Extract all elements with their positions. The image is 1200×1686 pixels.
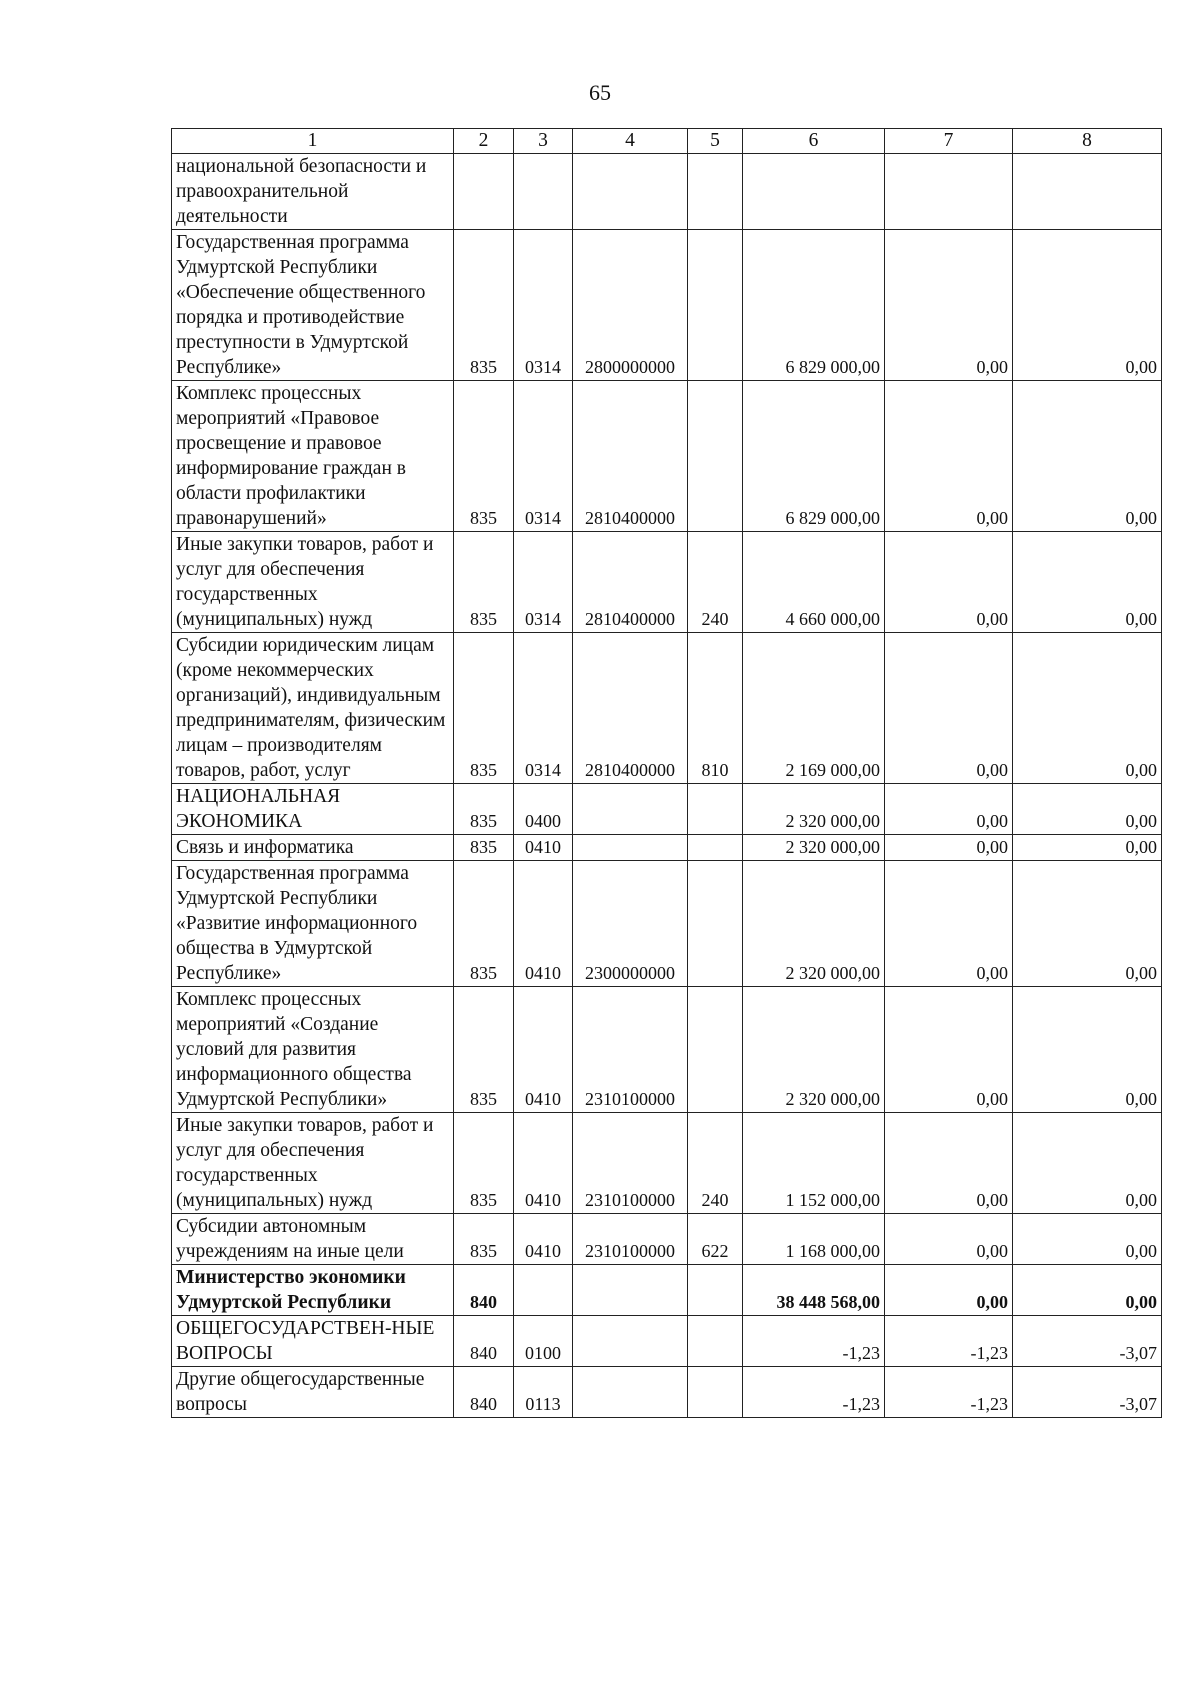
expense-type-code <box>688 1367 743 1418</box>
column-number: 7 <box>885 129 1013 154</box>
section-code: 0410 <box>514 861 573 987</box>
amount-col7: 0,00 <box>885 532 1013 633</box>
section-code: 0314 <box>514 230 573 381</box>
grbs-code: 835 <box>454 1214 514 1265</box>
table-row <box>172 987 1162 1113</box>
target-code <box>573 1367 688 1418</box>
row-name: Связь и информатика <box>172 835 454 861</box>
grbs-code: 840 <box>454 1367 514 1418</box>
amount-col7: -1,23 <box>885 1316 1013 1367</box>
row-name: Комплекс процессных мероприятий «Создание условий для развития информационного общества Удмуртской Республики» <box>172 987 454 1113</box>
amount-col8: 0,00 <box>1013 230 1162 381</box>
expense-type-code <box>688 381 743 532</box>
section-code <box>514 154 573 230</box>
amount-col8: 0,00 <box>1013 381 1162 532</box>
grbs-code: 835 <box>454 381 514 532</box>
amount-col8 <box>1013 154 1162 230</box>
amount-col8: 0,00 <box>1013 987 1162 1113</box>
table-row <box>172 154 1162 230</box>
row-name: Министерство экономики Удмуртской Республики <box>172 1265 454 1316</box>
amount-col8: 0,00 <box>1013 835 1162 861</box>
amount-col7 <box>885 154 1013 230</box>
table-row <box>172 861 1162 987</box>
target-code <box>573 154 688 230</box>
target-code <box>573 1265 688 1316</box>
table-row <box>172 1265 1162 1316</box>
column-number: 4 <box>573 129 688 154</box>
table-row <box>172 784 1162 835</box>
row-name: Иные закупки товаров, работ и услуг для обеспечения государственных (муниципальных) нужд <box>172 1113 454 1214</box>
table-row <box>172 1113 1162 1214</box>
amount-col8: 0,00 <box>1013 784 1162 835</box>
amount-col6: 2 169 000,00 <box>743 633 885 784</box>
expense-type-code: 622 <box>688 1214 743 1265</box>
section-code: 0410 <box>514 987 573 1113</box>
amount-col6: 1 152 000,00 <box>743 1113 885 1214</box>
target-code: 2800000000 <box>573 230 688 381</box>
table-row <box>172 230 1162 381</box>
target-code: 2300000000 <box>573 861 688 987</box>
section-code: 0100 <box>514 1316 573 1367</box>
amount-col7: 0,00 <box>885 633 1013 784</box>
row-name: национальной безопасности и правоохранительной деятельности <box>172 154 454 230</box>
section-code: 0314 <box>514 532 573 633</box>
amount-col6: 38 448 568,00 <box>743 1265 885 1316</box>
row-name: Государственная программа Удмуртской Республики «Развитие информационного общества в Удмуртской Республике» <box>172 861 454 987</box>
amount-col7: -1,23 <box>885 1367 1013 1418</box>
amount-col6: -1,23 <box>743 1316 885 1367</box>
table-row <box>172 1214 1162 1265</box>
grbs-code: 835 <box>454 784 514 835</box>
column-number-row <box>172 129 1162 154</box>
amount-col6: 6 829 000,00 <box>743 230 885 381</box>
amount-col6: 6 829 000,00 <box>743 381 885 532</box>
column-number: 8 <box>1013 129 1162 154</box>
section-code: 0314 <box>514 381 573 532</box>
expense-type-code: 240 <box>688 532 743 633</box>
section-code: 0314 <box>514 633 573 784</box>
amount-col6: -1,23 <box>743 1367 885 1418</box>
amount-col7: 0,00 <box>885 381 1013 532</box>
target-code: 2810400000 <box>573 381 688 532</box>
grbs-code: 835 <box>454 861 514 987</box>
grbs-code: 835 <box>454 987 514 1113</box>
row-name: Другие общегосударственные вопросы <box>172 1367 454 1418</box>
grbs-code: 835 <box>454 532 514 633</box>
row-name: Иные закупки товаров, работ и услуг для обеспечения государственных (муниципальных) нужд <box>172 532 454 633</box>
amount-col6: 2 320 000,00 <box>743 835 885 861</box>
amount-col6: 1 168 000,00 <box>743 1214 885 1265</box>
section-code: 0410 <box>514 1214 573 1265</box>
table-row <box>172 835 1162 861</box>
column-number: 2 <box>454 129 514 154</box>
grbs-code: 835 <box>454 230 514 381</box>
table-row <box>172 1316 1162 1367</box>
amount-col8: 0,00 <box>1013 1113 1162 1214</box>
expense-type-code <box>688 835 743 861</box>
section-code: 0410 <box>514 1113 573 1214</box>
row-name: Комплекс процессных мероприятий «Правовое просвещение и правовое информирование граждан в области профилактики правонарушений» <box>172 381 454 532</box>
amount-col8: 0,00 <box>1013 1214 1162 1265</box>
expense-type-code <box>688 154 743 230</box>
target-code: 2310100000 <box>573 987 688 1113</box>
page-number: 65 <box>589 80 611 105</box>
table-row <box>172 381 1162 532</box>
expense-type-code <box>688 861 743 987</box>
amount-col8: 0,00 <box>1013 861 1162 987</box>
expense-type-code <box>688 784 743 835</box>
amount-col7: 0,00 <box>885 1113 1013 1214</box>
row-name: НАЦИОНАЛЬНАЯ ЭКОНОМИКА <box>172 784 454 835</box>
target-code: 2810400000 <box>573 633 688 784</box>
amount-col8: -3,07 <box>1013 1367 1162 1418</box>
amount-col7: 0,00 <box>885 1265 1013 1316</box>
row-name: ОБЩЕГОСУДАРСТВЕН-НЫЕ ВОПРОСЫ <box>172 1316 454 1367</box>
amount-col6: 2 320 000,00 <box>743 987 885 1113</box>
table-row <box>172 1367 1162 1418</box>
target-code <box>573 1316 688 1367</box>
amount-col8: 0,00 <box>1013 532 1162 633</box>
amount-col7: 0,00 <box>885 784 1013 835</box>
table-row <box>172 633 1162 784</box>
target-code: 2310100000 <box>573 1113 688 1214</box>
budget-table <box>171 128 1162 1418</box>
expense-type-code <box>688 987 743 1113</box>
amount-col7: 0,00 <box>885 861 1013 987</box>
expense-type-code <box>688 1316 743 1367</box>
grbs-code: 840 <box>454 1316 514 1367</box>
row-name: Субсидии автономным учреждениям на иные цели <box>172 1214 454 1265</box>
target-code: 2310100000 <box>573 1214 688 1265</box>
grbs-code: 835 <box>454 633 514 784</box>
amount-col6: 2 320 000,00 <box>743 861 885 987</box>
amount-col6: 4 660 000,00 <box>743 532 885 633</box>
expense-type-code: 810 <box>688 633 743 784</box>
table-row <box>172 532 1162 633</box>
grbs-code: 840 <box>454 1265 514 1316</box>
section-code: 0113 <box>514 1367 573 1418</box>
expense-type-code <box>688 230 743 381</box>
grbs-code: 835 <box>454 1113 514 1214</box>
expense-type-code <box>688 1265 743 1316</box>
amount-col7: 0,00 <box>885 987 1013 1113</box>
target-code <box>573 784 688 835</box>
row-name: Субсидии юридическим лицам (кроме некоммерческих организаций), индивидуальным предпринимателям, физическим лицам – производителям товаров, работ, услуг <box>172 633 454 784</box>
amount-col7: 0,00 <box>885 230 1013 381</box>
amount-col8: 0,00 <box>1013 1265 1162 1316</box>
section-code: 0400 <box>514 784 573 835</box>
amount-col7: 0,00 <box>885 835 1013 861</box>
column-number: 5 <box>688 129 743 154</box>
amount-col7: 0,00 <box>885 1214 1013 1265</box>
column-number: 6 <box>743 129 885 154</box>
expense-type-code: 240 <box>688 1113 743 1214</box>
grbs-code: 835 <box>454 835 514 861</box>
target-code: 2810400000 <box>573 532 688 633</box>
amount-col8: 0,00 <box>1013 633 1162 784</box>
target-code <box>573 835 688 861</box>
row-name: Государственная программа Удмуртской Республики «Обеспечение общественного порядка и противодействие преступности в Удмуртской Республике» <box>172 230 454 381</box>
section-code: 0410 <box>514 835 573 861</box>
column-number: 1 <box>172 129 454 154</box>
amount-col6: 2 320 000,00 <box>743 784 885 835</box>
amount-col6 <box>743 154 885 230</box>
section-code <box>514 1265 573 1316</box>
grbs-code <box>454 154 514 230</box>
column-number: 3 <box>514 129 573 154</box>
amount-col8: -3,07 <box>1013 1316 1162 1367</box>
